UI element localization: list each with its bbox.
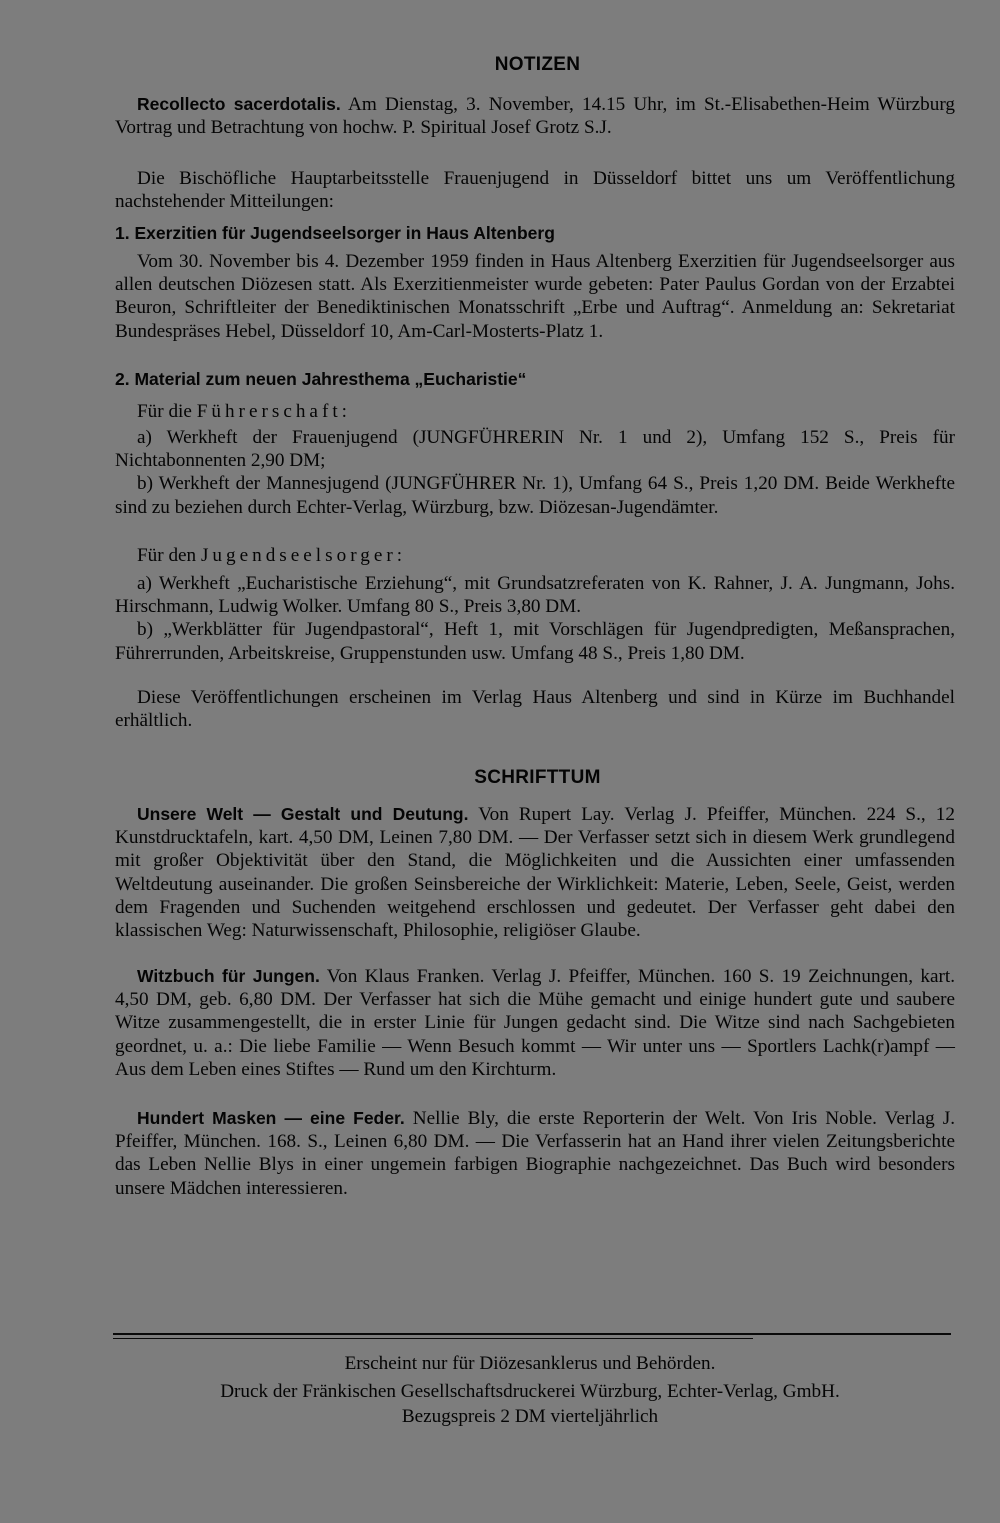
schrifttum-title: SCHRIFTTUM <box>474 767 601 788</box>
review3-title: Hundert Masken — eine Feder. <box>137 1108 405 1128</box>
footer-line-3: Bezugspreis 2 DM vierteljährlich <box>401 1406 659 1427</box>
item1-heading: 1. Exerzitien für Jugendseelsorger in Haus Altenberg <box>115 223 555 243</box>
footer-line-1: Erscheint nur für Diözesanklerus und Behörden. <box>344 1353 716 1374</box>
item2 <box>115 368 955 391</box>
review1-title: Unsere Welt — Gestalt und Deutung. <box>137 804 469 824</box>
review-witzbuch <box>115 965 955 1081</box>
intro-text: Die Bischöfliche Hauptarbeitsstelle Frauenjugend in Düsseldorf bittet uns um Veröffentlichung nachstehender Mitteilungen: <box>115 168 955 213</box>
review1-text: Von Rupert Lay. Verlag J. Pfeiffer, München. 224 S., 12 Kunstdrucktafeln, kart. 4,50 DM, Leinen 7,80 DM. — Der Verfasser setzt sich in diesem Werk grundlegend mit großer Objektivität über den Stand, die Möglichkeiten und die Aussichten einer umfassenden Weltdeutung auseinander. Die großen Seinsbereiche der Wirklichkeit: Materie, Leben, Seele, Geist, werden dem Fragenden und Suchenden weitgehend erschlossen und gedeutet. Der Verfasser geht dabei den klassischen Weg: Naturwissenschaft, Philosophie, religiöser Glaube. <box>115 804 955 942</box>
closing-paragraph <box>115 686 955 732</box>
seelsorger-a: a) Werkheft „Eucharistische Erziehung“, mit Grundsatzreferaten von K. Rahner, J. A. Jungmann, Johs. Hirschmann, Ludwig Wolker. Umfang 80 S., Preis 3,80 DM. <box>115 573 955 618</box>
item2-heading: 2. Material zum neuen Jahresthema „Eucharistie“ <box>115 369 527 389</box>
seelsorger-label: Für den Jugendseelsorger: <box>137 545 407 566</box>
fuehrerschaft-label: Für die Führerschaft: <box>137 401 352 422</box>
item1-body <box>115 250 955 343</box>
intro-paragraph <box>115 167 955 213</box>
fuehrerschaft-b: b) Werkheft der Mannesjugend (JUNGFÜHRER Nr. 1), Umfang 64 S., Preis 1,20 DM. Beide Werkhefte sind zu beziehen durch Echter-Verlag, Würzburg, bzw. Diözesan-Jugendämter. <box>115 473 955 518</box>
item1-text: Vom 30. November bis 4. Dezember 1959 finden in Haus Altenberg Exerzitien für Jugendseelsorger aus allen deutschen Diözesen statt. Als Exerzitienmeister wurde gebeten: Pater Paulus Gordan von der Erzabtei Beuron, Schriftleiter der Benediktinischen Monatsschrift „Erbe und Auftrag“. Anmeldung an: Sekretariat Bundespräses Hebel, Düsseldorf 10, Am-Carl-Mosterts-Platz 1. <box>115 251 955 342</box>
review2-title: Witzbuch für Jungen. <box>137 966 320 986</box>
recollecto-notice <box>115 93 955 139</box>
recollecto-label: Recollecto sacerdotalis. <box>137 94 341 114</box>
fuehrerschaft-list <box>115 426 955 519</box>
footer-line-2: Druck der Fränkischen Gesellschaftsdruckerei Würzburg, Echter-Verlag, GmbH. <box>220 1381 840 1402</box>
seelsorger-section <box>115 544 955 567</box>
item1 <box>115 222 955 245</box>
fuehrerschaft-a: a) Werkheft der Frauenjugend (JUNGFÜHRERIN Nr. 1 und 2), Umfang 152 S., Preis für Nichtabonnenten 2,90 DM; <box>115 427 955 472</box>
seelsorger-list <box>115 572 955 665</box>
closing-text: Diese Veröffentlichungen erscheinen im Verlag Haus Altenberg und sind in Kürze im Buchhandel erhältlich. <box>115 687 955 732</box>
review-hundert-masken <box>115 1107 955 1200</box>
recollecto-text: Am Dienstag, 3. November, 14.15 Uhr, im St.-Elisabethen-Heim Würzburg Vortrag und Betrachtung von hochw. P. Spiritual Josef Grotz S.J. <box>115 94 955 139</box>
review3-text: Nellie Bly, die erste Reporterin der Welt. Von Iris Noble. Verlag J. Pfeiffer, München. 168. S., Leinen 6,80 DM. — Die Verfasserin hat an Hand ihrer vielen Zeitungsberichte das Leben Nellie Blys in einer ungemein farbigen Biographie nachgezeichnet. Das Buch wird besonders unsere Mädchen interessieren. <box>115 1108 955 1199</box>
review-unsere-welt <box>115 803 955 942</box>
fuehrerschaft-section <box>115 400 955 423</box>
footer-rule-thin <box>113 1338 753 1339</box>
footer-rule-thick <box>113 1333 951 1335</box>
review2-text: Von Klaus Franken. Verlag J. Pfeiffer, München. 160 S. 19 Zeichnungen, kart. 4,50 DM, geb. 6,80 DM. Der Verfasser hat sich die Mühe gemacht und einige hundert gute und saubere Witze zusammengestellt, die in erster Linie für Jungen gedacht sind. Die Witze sind nach Sachgebieten geordnet, u. a.: Die liebe Familie — Wenn Besuch kommt — Wir unter uns — Sportlers Lachk(r)ampf — Aus dem Leben eines Stiftes — Rund um den Kirchturm. <box>115 966 955 1080</box>
seelsorger-b: b) „Werkblätter für Jugendpastoral“, Heft 1, mit Vorschlägen für Jugendpredigten, Meßansprachen, Führerrunden, Arbeitskreise, Gruppenstunden usw. Umfang 48 S., Preis 1,80 DM. <box>115 619 955 664</box>
notizen-title: NOTIZEN <box>494 54 581 75</box>
